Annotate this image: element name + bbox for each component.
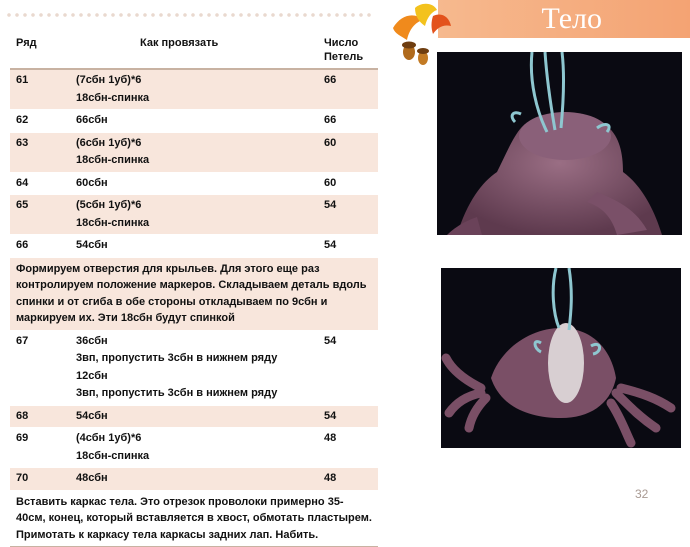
row-instructions: (4сбн 1уб)*6 18сбн-спинка — [70, 428, 318, 468]
title-banner — [438, 0, 690, 38]
table-row — [10, 132, 378, 172]
row-instructions: 66сбн — [70, 110, 318, 133]
table-row — [10, 468, 378, 491]
note-wing-openings: Формируем отверстия для крыльев. Для этого еще раз контролируем положение маркеров. Складываем деталь вдоль спинки и от сгиба в обе стороны откладываем по 9сбн и маркируем их. Эти 18сбн будут спинкой — [10, 257, 378, 330]
row-count: 54 — [318, 405, 378, 428]
row-number: 62 — [10, 110, 70, 133]
dotted-divider — [5, 13, 375, 17]
row-count: 54 — [318, 195, 378, 235]
table-row — [10, 405, 378, 428]
row-number: 69 — [10, 428, 70, 468]
pattern-table — [10, 32, 378, 547]
header-loop-count: Число Петель — [318, 32, 378, 69]
table-note-row — [10, 257, 378, 330]
header-row-number: Ряд — [10, 32, 70, 69]
row-count: 66 — [318, 110, 378, 133]
row-number: 70 — [10, 468, 70, 491]
table-row — [10, 110, 378, 133]
row-count: 48 — [318, 428, 378, 468]
table-note-row — [10, 490, 378, 547]
row-number: 61 — [10, 69, 70, 110]
row-count: 60 — [318, 172, 378, 195]
row-count: 54 — [318, 235, 378, 258]
row-instructions: 36сбн 3вп, пропустить 3сбн в нижнем ряду 12сбн 3вп, пропустить 3сбн в нижнем ряду — [70, 330, 318, 405]
table-row — [10, 235, 378, 258]
row-instructions: 60сбн — [70, 172, 318, 195]
row-instructions: 54сбн — [70, 235, 318, 258]
row-instructions: 48сбн — [70, 468, 318, 491]
row-instructions: 54сбн — [70, 405, 318, 428]
table-row — [10, 330, 378, 405]
row-count: 66 — [318, 69, 378, 110]
row-count: 54 — [318, 330, 378, 405]
row-number: 66 — [10, 235, 70, 258]
crochet-body-photo-1 — [437, 52, 682, 235]
table-row — [10, 172, 378, 195]
table-header-row — [10, 32, 378, 69]
row-instructions: (7сбн 1уб)*6 18сбн-спинка — [70, 69, 318, 110]
header-how-to-knit: Как провязать — [70, 32, 318, 69]
crochet-body-photo-2 — [441, 268, 681, 448]
row-number: 68 — [10, 405, 70, 428]
row-number: 65 — [10, 195, 70, 235]
table-row — [10, 428, 378, 468]
row-instructions: (6сбн 1уб)*6 18сбн-спинка — [70, 132, 318, 172]
row-number: 67 — [10, 330, 70, 405]
table-row — [10, 69, 378, 110]
note-body-frame: Вставить каркас тела. Это отрезок проволоки примерно 35-40см, конец, который вставляется в хвост, обмотать пластырем. Примотать к каркасу тела каркасы задних лап. Набить. — [10, 490, 378, 547]
row-count: 48 — [318, 468, 378, 491]
row-number: 63 — [10, 132, 70, 172]
page-number: 32 — [635, 487, 649, 501]
row-instructions: (5сбн 1уб)*6 18сбн-спинка — [70, 195, 318, 235]
row-count: 60 — [318, 132, 378, 172]
table-row — [10, 195, 378, 235]
row-number: 64 — [10, 172, 70, 195]
slide-title: Тело — [541, 2, 602, 35]
